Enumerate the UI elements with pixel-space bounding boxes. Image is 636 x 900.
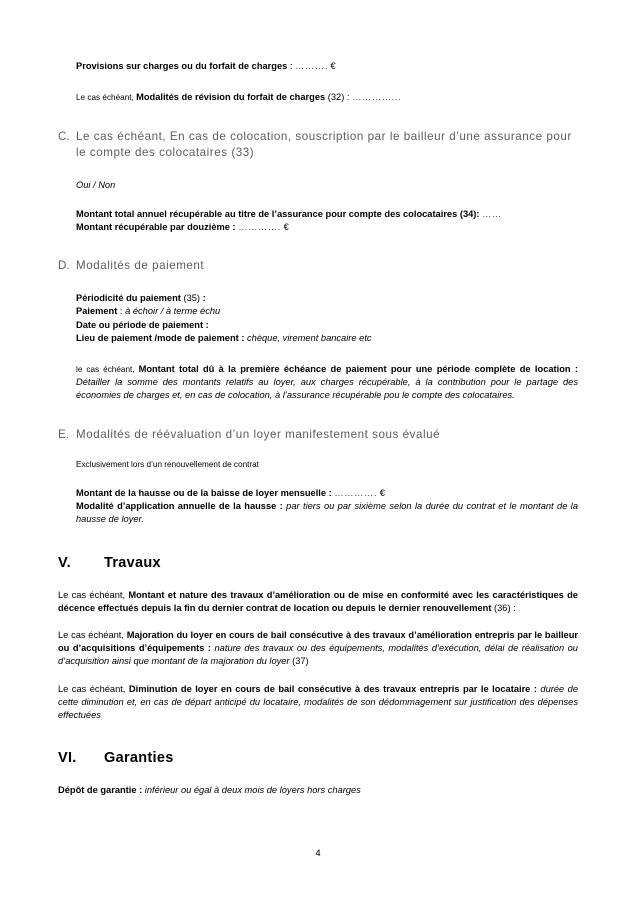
travaux-paragraph-2 xyxy=(58,629,578,669)
lieu-paiement-label: Lieu de paiement /mode de paiement : xyxy=(76,332,247,343)
travaux-3-bold: Diminution de loyer en cours de bail consécutive à des travaux entrepris par le locataire : xyxy=(128,683,541,694)
section-e-heading xyxy=(58,427,578,443)
section-e-title: Modalités de réévaluation d’un loyer manifestement sous évalué xyxy=(76,427,441,441)
provisions-charges-separator: : xyxy=(287,61,296,71)
section-d-heading xyxy=(58,258,578,274)
travaux-2-ref: (37) xyxy=(289,656,309,667)
lieu-paiement-line xyxy=(76,332,578,345)
montant-douzieme-dots: …………. xyxy=(238,222,281,233)
travaux-2-prefix: Le cas échéant, xyxy=(58,630,127,641)
travaux-paragraph-1 xyxy=(58,589,578,615)
provisions-charges-euro: € xyxy=(330,61,336,71)
montant-hausse-dots: …………. xyxy=(334,488,378,499)
section-c-oui-non: Oui / Non xyxy=(76,179,116,190)
spacer xyxy=(58,443,578,459)
date-periode-line xyxy=(76,319,578,332)
page-content xyxy=(58,60,578,797)
travaux-1-ref: (36) : xyxy=(491,602,516,613)
paiement-line xyxy=(76,305,578,318)
montant-hausse-line xyxy=(76,487,578,500)
montant-total-annuel-label: Montant total annuel récupérable au titre de l’assurance pour compte des colocataires xyxy=(76,208,458,219)
spacer xyxy=(58,274,578,292)
travaux-1-bold: Montant et nature des travaux d’amélioration ou de mise en conformité avec les caractéristiques de décence effectués depuis la fin du dernier contrat de location ou depuis le dernier renouvellement xyxy=(58,589,578,613)
travaux-2-italic: nature des travaux ou des équipements, modalités d’exécution, délai de réalisation ou d’acquisition ainsi que montant de la majoration du loyer xyxy=(58,643,578,667)
modalite-hausse-paragraph xyxy=(76,500,578,526)
spacer xyxy=(58,192,578,208)
section-d-title: Modalités de paiement xyxy=(76,259,205,273)
spacer xyxy=(58,234,578,258)
date-periode-label: Date ou période de paiement : xyxy=(76,319,209,330)
montant-douzieme-label: Montant récupérable par douzième : xyxy=(76,222,239,233)
section-v-title: Travaux xyxy=(104,554,161,571)
premiere-echeance-italic: Détailler la somme des montants relatifs au loyer, aux charges récupérable, à la contribution pour le partage des économies de charges et, en cas de colocation, à l’assurance récupérable pou le compte des colocataires. xyxy=(76,377,578,401)
section-d-lines xyxy=(76,292,578,345)
revision-forfait-line xyxy=(76,91,578,104)
spacer xyxy=(58,345,578,363)
spacer xyxy=(58,669,578,683)
travaux-3-prefix: Le cas échéant, xyxy=(58,683,129,694)
section-c-letter: C. xyxy=(58,129,70,143)
travaux-3-italic: durée de cette diminution et, en cas de départ anticipé du locataire, modalités de son dédommagement sur justification des dépenses effectuées xyxy=(58,683,578,721)
section-vi-numeral: VI. xyxy=(58,750,77,767)
section-c-title: Le cas échéant, En cas de colocation, souscription par le bailleur d’une assurance pour le compte des colocataires (33) xyxy=(76,129,572,159)
depot-garantie-italic: inférieur ou égal à deux mois de loyers hors charges xyxy=(144,785,361,796)
section-v-numeral: V. xyxy=(58,554,71,571)
premiere-echeance-label: Montant total dû à la première échéance de paiement pour une période complète de location : xyxy=(138,364,578,375)
periodicite-sep: : xyxy=(200,293,206,304)
revision-label: Modalités de révision du forfait de charges xyxy=(136,92,326,103)
depot-garantie-line xyxy=(58,784,578,797)
spacer xyxy=(58,527,578,553)
montant-total-annuel-line xyxy=(76,208,578,221)
montant-total-annuel-ref: (34): xyxy=(457,208,483,219)
spacer xyxy=(58,73,578,91)
provisions-charges-line xyxy=(76,60,578,73)
premiere-echeance-prefix: le cas échéant, xyxy=(76,365,139,375)
provisions-charges-label: Provisions sur charges ou du forfait de charges xyxy=(76,61,288,71)
spacer xyxy=(58,105,578,129)
modalite-hausse-italic: par tiers ou par sixième selon la durée du contrat et le montant de la hausse de loyer. xyxy=(76,501,578,525)
spacer xyxy=(58,403,578,427)
revision-prefix: Le cas échéant, xyxy=(76,93,137,103)
spacer xyxy=(58,471,578,487)
travaux-paragraph-3 xyxy=(58,683,578,723)
section-d-letter: D. xyxy=(58,259,70,273)
section-v-heading xyxy=(58,553,578,573)
montant-douzieme-currency: € xyxy=(281,222,289,233)
montant-total-annuel-dots: …… xyxy=(482,208,502,219)
section-c-heading xyxy=(58,129,578,161)
spacer xyxy=(58,722,578,748)
travaux-1-prefix: Le cas échéant, xyxy=(58,589,129,600)
montant-hausse-label: Montant de la hausse ou de la baisse de loyer mensuelle : xyxy=(76,488,335,499)
page-number: 4 xyxy=(315,848,321,859)
montant-hausse-currency: € xyxy=(377,488,385,499)
periodicite-label: Périodicité du paiement xyxy=(76,293,184,304)
revision-ref: (32) : xyxy=(325,92,353,103)
premiere-echeance-paragraph xyxy=(76,363,578,403)
section-vi-title: Garanties xyxy=(104,750,174,767)
provisions-charges-dots: ………. xyxy=(295,61,328,71)
section-e-note: Exclusivement lors d’un renouvellement de contrat xyxy=(76,459,259,469)
paiement-label: Paiement xyxy=(76,306,118,317)
lieu-paiement-value: chèque, virement bancaire etc xyxy=(247,332,372,343)
section-e-letter: E. xyxy=(58,427,69,441)
section-vi-heading xyxy=(58,748,578,768)
travaux-2-bold: Majoration du loyer en cours de bail consécutive à des travaux d’amélioration entrepris par le bailleur ou d’acquisitions d’équipements : xyxy=(58,630,578,654)
periodicite-ref: (35) xyxy=(183,293,201,304)
montant-douzieme-line xyxy=(76,221,578,234)
spacer xyxy=(58,768,578,784)
depot-garantie-label: Dépôt de garantie : xyxy=(58,785,145,796)
revision-dots: …………... xyxy=(352,92,402,103)
modalite-hausse-label: Modalité d’application annuelle de la hausse : xyxy=(76,501,287,512)
spacer xyxy=(58,615,578,629)
periodicite-line xyxy=(76,292,578,305)
spacer xyxy=(58,573,578,589)
spacer xyxy=(58,161,578,179)
paiement-sep: : xyxy=(117,306,126,317)
paiement-value: à échoir / à terme échu xyxy=(125,306,221,317)
